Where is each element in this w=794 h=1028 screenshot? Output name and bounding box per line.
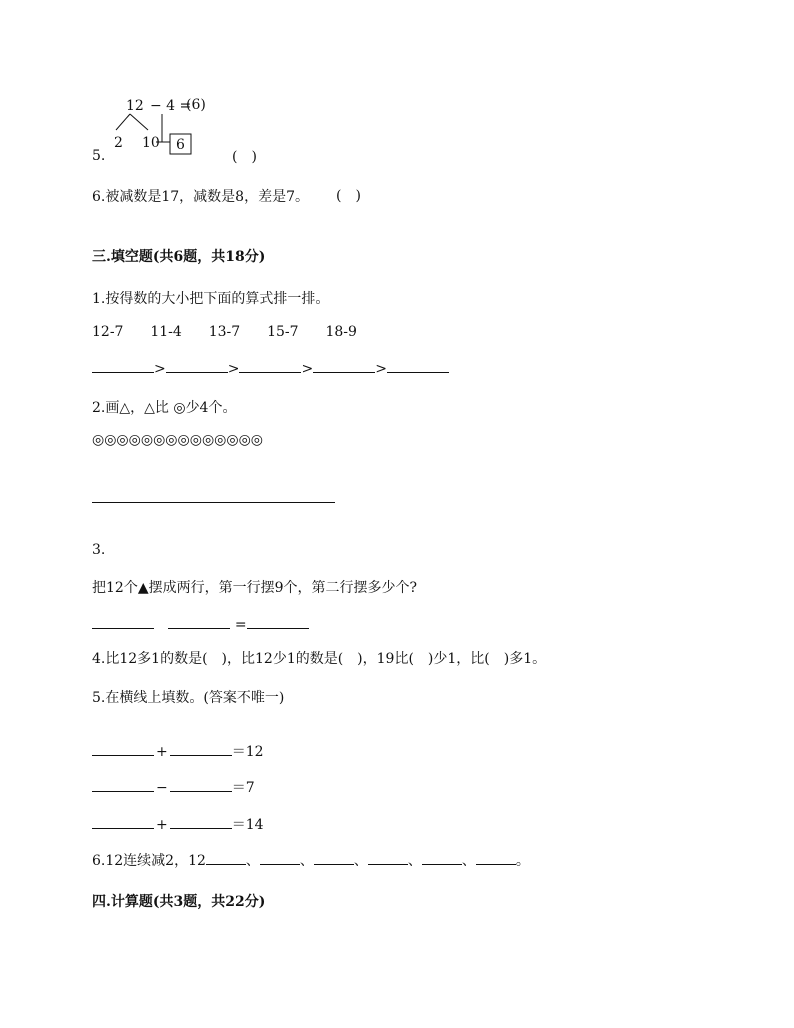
answer-blank[interactable]	[168, 614, 230, 629]
answer-blank[interactable]	[387, 358, 449, 373]
f2-prompt-b: 少4个。	[185, 400, 237, 416]
split-b: 10	[142, 135, 160, 151]
gt-sign: >	[375, 361, 387, 377]
answer-blank[interactable]	[170, 777, 232, 792]
row-result: ＝7	[231, 780, 255, 796]
row-result: ＝14	[231, 817, 264, 833]
comma: 、	[353, 853, 368, 869]
answer-blank[interactable]	[92, 358, 154, 373]
gt-sign: >	[227, 361, 240, 377]
split-line-right	[130, 114, 148, 130]
answer-blank[interactable]	[422, 850, 462, 865]
answer-blank[interactable]	[314, 850, 354, 865]
answer-blank[interactable]	[92, 814, 154, 829]
f6-start: 12	[188, 853, 206, 869]
answer-blank[interactable]	[206, 850, 246, 865]
q6-text: 6.被减数是17，减数是8，差是7。	[92, 189, 309, 205]
answer-blank[interactable]	[368, 850, 408, 865]
eq-minus: − 4 =	[150, 98, 192, 114]
f1-answer-row	[92, 358, 449, 377]
f1-expr: 15-7	[267, 324, 299, 340]
answer-blank[interactable]	[247, 614, 309, 629]
circle-symbol: ◎	[173, 400, 186, 416]
answer-blank[interactable]	[170, 814, 232, 829]
f4-text: 4.比12多1的数是( )，比12少1的数是( )，19比( )少1，比( )多1。	[92, 651, 547, 667]
q6-judge: ( )	[336, 188, 361, 204]
answer-blank[interactable]	[92, 614, 154, 629]
circle-row: ◎◎◎◎◎◎◎◎◎◎◎◎◎◎	[92, 432, 264, 448]
section4-title: 四.计算题(共3题，共22分)	[92, 894, 266, 910]
f5-row	[92, 814, 264, 834]
eq-result: (6)	[186, 97, 206, 113]
answer-blank[interactable]	[313, 358, 375, 373]
f1-expr: 12-7	[92, 324, 124, 340]
answer-blank[interactable]	[170, 741, 232, 756]
gt-sign: >	[154, 361, 166, 377]
f5-row	[92, 777, 255, 797]
q5-number: 5.	[92, 148, 106, 164]
f3-number: 3.	[92, 542, 106, 558]
box-value: 6	[176, 137, 185, 153]
f3-answer-row	[92, 614, 309, 633]
f3-text: 把12个▲摆成两行，第一行摆9个，第二行摆多少个?	[92, 580, 417, 596]
q5-judge: ( )	[232, 149, 257, 165]
split-a: 2	[114, 135, 123, 151]
equals-sign: =	[234, 617, 247, 633]
op-sign: +	[156, 817, 168, 833]
comma: 、	[407, 853, 422, 869]
comma: 、	[245, 853, 260, 869]
f1-expr: 18-9	[325, 324, 357, 340]
f2-prompt	[92, 397, 236, 417]
row-result: ＝12	[231, 744, 264, 760]
f6-row	[92, 850, 530, 870]
period: 。	[515, 853, 530, 869]
f1-prompt: 1.按得数的大小把下面的算式排一排。	[92, 291, 330, 307]
f5-prompt: 5.在横线上填数。(答案不唯一)	[92, 690, 285, 706]
eq-left: 12	[126, 98, 144, 114]
op-sign: +	[156, 744, 168, 760]
op-sign: −	[156, 780, 168, 796]
answer-blank[interactable]	[92, 777, 154, 792]
split-line-left	[116, 114, 130, 130]
answer-blank[interactable]	[239, 358, 301, 373]
answer-blank[interactable]	[260, 850, 300, 865]
comma: 、	[461, 853, 476, 869]
section3-title: 三.填空题(共6题，共18分)	[92, 249, 266, 265]
f2-prompt-a: 2.画△，△比	[92, 400, 169, 416]
f1-expr: 11-4	[150, 324, 182, 340]
gt-sign: >	[301, 361, 314, 377]
answer-blank[interactable]	[476, 850, 516, 865]
comma: 、	[299, 853, 314, 869]
f6-prefix: 6.12连续减2，	[92, 853, 189, 869]
f1-expressions	[92, 324, 357, 340]
f2-answer-line[interactable]	[92, 502, 335, 503]
f5-row	[92, 741, 264, 761]
f1-expr: 13-7	[208, 324, 241, 340]
answer-blank[interactable]	[166, 358, 228, 373]
answer-blank[interactable]	[92, 741, 154, 756]
